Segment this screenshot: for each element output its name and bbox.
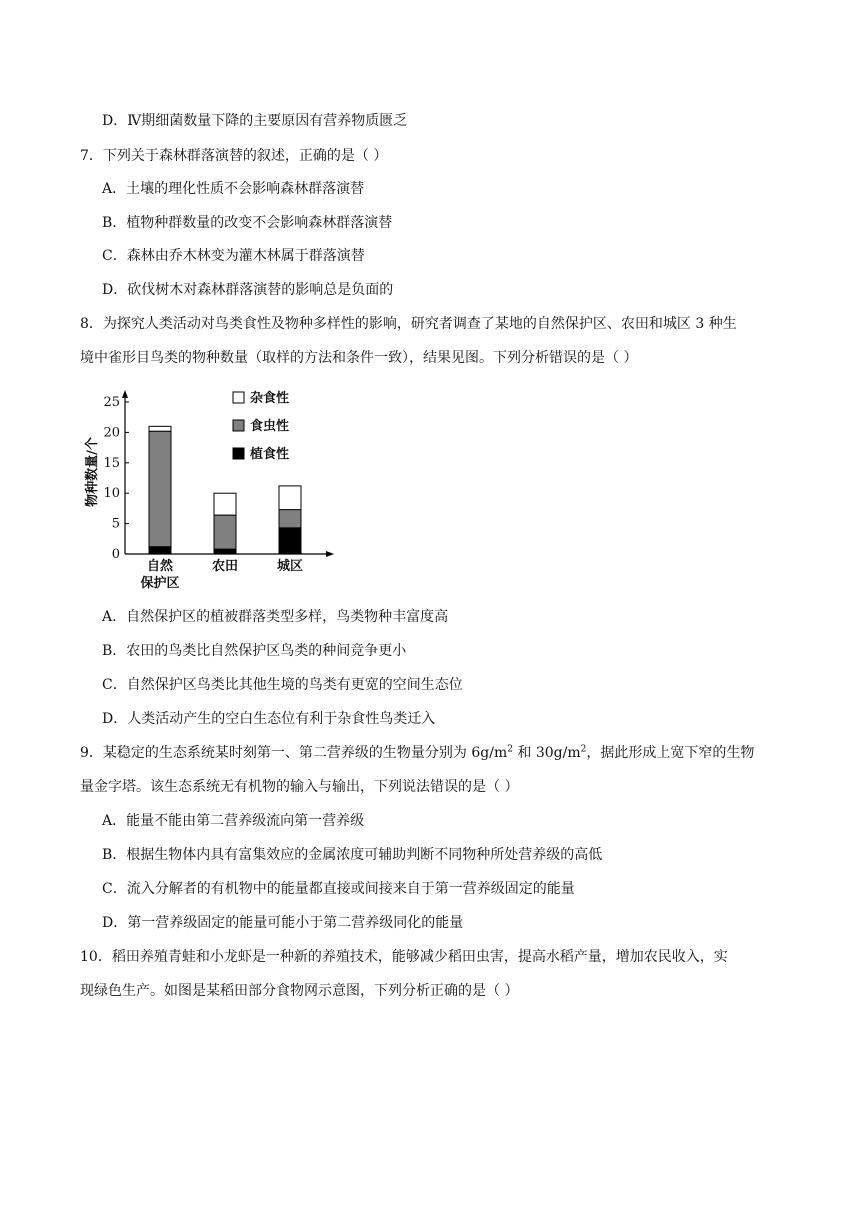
- q7-stem: 7．下列关于森林群落演替的叙述，正确的是（ ）: [80, 148, 388, 164]
- y-tick-label: 5: [111, 516, 120, 532]
- superscript-2: 2: [580, 744, 587, 755]
- superscript-2: 2: [507, 744, 513, 755]
- x-axis-arrow: [326, 551, 334, 557]
- bar-segment: [214, 549, 236, 554]
- q9-stem-line2: 量金字塔。该生态系统无有机物的输入与输出，下列说法错误的是（ ）: [80, 779, 519, 795]
- y-tick-label: 20: [103, 425, 120, 441]
- q8-stem-line1: 8．为探究人类活动对鸟类食性及物种多样性的影响，研究者调查了某地的自然保护区、农田和城区 3 种生: [80, 316, 737, 332]
- y-axis-arrow: [122, 390, 128, 398]
- q9-stem-text-a: 9．某稳定的生态系统某时刻第一、第二营养级的生物量分别为 6g/m: [80, 745, 508, 761]
- bird-species-stacked-bar-chart: [82, 380, 342, 591]
- legend-label: 植食性: [250, 447, 290, 462]
- bar-segment: [279, 510, 301, 528]
- q10-stem-line2: 现绿色生产。如图是某稻田部分食物网示意图，下列分析正确的是（ ）: [80, 983, 519, 999]
- bar-segment: [149, 426, 171, 431]
- bar-segment: [149, 547, 171, 554]
- x-tick-label: 自然: [146, 559, 174, 574]
- q9-stem-text-b: 和 30g/m: [512, 745, 581, 761]
- q8-option-c: C．自然保护区鸟类比其他生境的鸟类有更宽的空间生态位: [102, 677, 463, 693]
- bar-segment: [214, 515, 236, 549]
- q9-stem-text-c: ，据此形成上宽下窄的生物: [586, 745, 755, 761]
- q8-option-a: A．自然保护区的植被群落类型多样，鸟类物种丰富度高: [102, 609, 449, 625]
- y-tick-label: 0: [111, 547, 120, 562]
- q10-stem-line1: 10．稻田养殖青蛙和小龙虾是一种新的养殖技术，能够减少稻田虫害，提高水稻产量，增加农民收入，实: [80, 949, 728, 965]
- bar-segment: [214, 493, 236, 515]
- q7-option-a: A．土壤的理化性质不会影响森林群落演替: [102, 181, 365, 197]
- q9-option-d: D．第一营养级固定的能量可能小于第二营养级同化的能量: [102, 915, 464, 931]
- y-tick-label: 10: [103, 486, 120, 502]
- legend-label: 食虫性: [250, 419, 290, 434]
- q8-option-b: B．农田的鸟类比自然保护区鸟类的种间竞争更小: [102, 643, 407, 659]
- q9-option-a: A．能量不能由第二营养级流向第一营养级: [102, 813, 365, 829]
- bar-segment: [279, 528, 301, 554]
- q6-option-d: D．Ⅳ期细菌数量下降的主要原因有营养物质匮乏: [102, 113, 408, 129]
- x-tick-label: 城区: [276, 559, 304, 574]
- q9-option-c: C．流入分解者的有机物中的能量都直接或间接来自于第一营养级固定的能量: [102, 881, 575, 897]
- q8-stem-line2: 境中雀形目鸟类的物种数量（取样的方法和条件一致），结果见图。下列分析错误的是（ ）: [80, 350, 638, 366]
- legend-swatch: [233, 420, 244, 431]
- q8-option-d: D．人类活动产生的空白生态位有利于杂食性鸟类迁入: [102, 711, 436, 727]
- q7-option-d: D．砍伐树木对森林群落演替的影响总是负面的: [102, 282, 394, 298]
- q7-option-c: C．森林由乔木林变为灌木林属于群落演替: [102, 248, 365, 264]
- bar-segment: [149, 431, 171, 547]
- legend-swatch: [233, 448, 244, 459]
- x-tick-label: 农田: [211, 559, 239, 574]
- y-tick-label: 15: [103, 455, 120, 471]
- q9-option-b: B．根据生物体内具有富集效应的金属浓度可辅助判断不同物种所处营养级的高低: [102, 847, 603, 863]
- legend-swatch: [233, 392, 244, 403]
- bar-segment: [279, 486, 301, 510]
- q7-option-b: B．植物种群数量的改变不会影响森林群落演替: [102, 215, 393, 231]
- x-tick-label: 保护区: [140, 576, 180, 591]
- y-axis-label: 物种数量/个: [85, 437, 100, 507]
- legend-label: 杂食性: [250, 391, 290, 406]
- q9-stem-line1: [80, 743, 754, 763]
- y-tick-label: 25: [103, 395, 120, 410]
